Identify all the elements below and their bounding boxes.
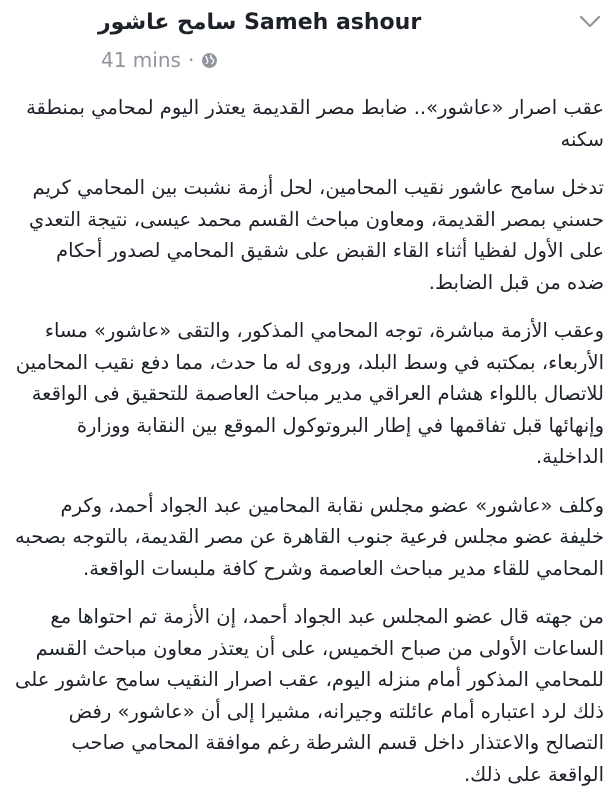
post-meta xyxy=(101,48,218,72)
post-timestamp[interactable]: 41 mins xyxy=(101,48,181,72)
post-paragraph: من جهته قال عضو المجلس عبد الجواد أحمد، إن الأزمة تم احتواها مع الساعات الأولى من صباح الخميس، على أن يعتذر معاون مباحث القسم للمحامي المذكور أمام منزله اليوم، عقب اصرار النقيب سامح عاشور على ذلك لرد اعتباره أمام عائلته وجيرانه، مشيرا إلى أن «عاشور» رفض التصالح والاعتذار داخل قسم الشرطة رغم موافقة المحامي صاحب الواقعة على ذلك. xyxy=(15,605,604,786)
post-paragraph: تدخل سامح عاشور نقيب المحامين، لحل أزمة نشبت بين المحامي كريم حسني بمصر القديمة، ومعاون مباحث القسم محمد عيسى، نتيجة التعدي على الأول لفظيا أثناء القاء القبض على شقيق المحامي لصدور أحكام ضده من قبل الضابط. xyxy=(28,176,604,294)
meta-separator: · xyxy=(187,48,195,72)
post-paragraph: وكلف «عاشور» عضو مجلس نقابة المحامين عبد الجواد أحمد، وكرم خليفة عضو مجلس فرعية جنوب القاهرة عن مصر القديمة، بالتوجه بصحبه المحامي للقاء مدير مباحث العاصمة وشرح كافة ملبسات الواقعة. xyxy=(14,493,604,580)
author-name[interactable]: سامح عاشور Sameh ashour xyxy=(98,10,422,35)
post-paragraph: عقب اصرار «عاشور».. ضابط مصر القديمة يعتذر اليوم لمحامي بمنطقة سكنه xyxy=(26,96,604,151)
globe-icon[interactable] xyxy=(201,52,218,69)
post-header xyxy=(0,0,616,80)
post-text xyxy=(14,92,604,800)
post-paragraph: وعقب الأزمة مباشرة، توجه المحامي المذكور، والتقى «عاشور» مساء الأربعاء، بمكتبه في وسط البلد، وروى له ما حدث، مما دفع نقيب المحامين للاتصال باللواء هشام العراقي مدير مباحث العاصمة للتحقيق فى الواقعة وإنهائها قبل تفاقمها في إطار البروتوكول الموقع بين النقابة ووزارة الداخلية. xyxy=(15,319,604,468)
chevron-down-icon[interactable] xyxy=(578,14,602,30)
